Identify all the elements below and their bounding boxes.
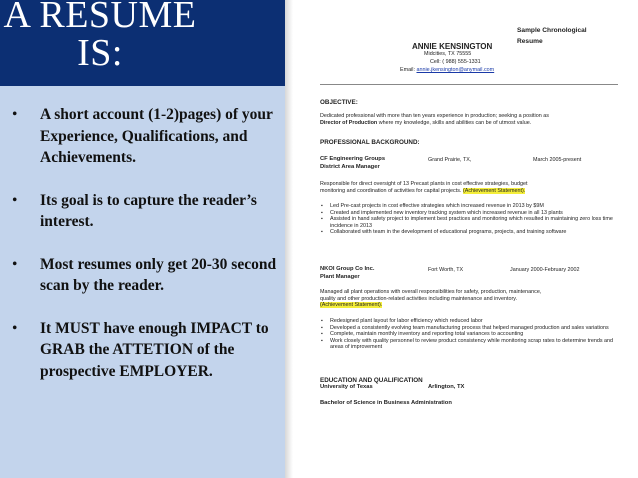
job1-summary — [320, 181, 620, 194]
background-heading: PROFESSIONAL BACKGROUND: — [320, 139, 420, 146]
sample-label-1: Sample Chronological — [517, 27, 587, 34]
job1-achievement-highlight: (Achievement Statement). — [462, 187, 526, 194]
job2-summary-line-1: Managed all plant operations with overall responsibilities for safety, production, maintenance, — [320, 289, 542, 295]
job1-summary-line-1: Responsible for direct oversight of 13 Precast plants in cost effective strategies, budget — [320, 181, 528, 187]
job1-summary-text: monitoring and coordination of activities for capital projects. — [320, 187, 462, 194]
list-item: ▪ Work closely with quality personnel to review product consistency while monitoring scrap rates to determine trends and areas of improvement — [320, 338, 620, 351]
job1-summary-line-2 — [320, 188, 620, 195]
resume-name: ANNIE KENSINGTON — [412, 42, 493, 51]
sample-label-2: Resume — [517, 38, 543, 45]
slide-bullet — [8, 254, 280, 297]
objective-line-1: Dedicated professional with more than ten years experience in production; seeking a position as — [320, 113, 549, 119]
list-item: ▪ Developed a consistently evolving team manufacturing process that helped managed production and sales variations — [320, 325, 620, 332]
job1-location: Grand Prairie, TX, — [428, 157, 472, 163]
resume-cell: Cell: ( 988) 555-1331 — [430, 59, 481, 65]
education-heading: EDUCATION AND QUALIFICATION — [320, 377, 423, 384]
resume-city: Midcities, TX 75555 — [424, 51, 472, 57]
job1-title: District Area Manager — [320, 164, 380, 170]
sample-resume — [320, 0, 630, 478]
objective-line-2 — [320, 120, 620, 127]
email-link[interactable]: annie.jkensington@anymail.com — [416, 67, 495, 73]
slide-bullet — [8, 190, 280, 233]
list-item: ▪ Created and implemented new inventory tracking system which increased revenue in all 13 plants — [320, 210, 620, 217]
job1-dates: March 2005-present — [533, 157, 582, 163]
slide-title-line-2: IS: — [77, 32, 123, 74]
job2-bullet-list — [320, 318, 620, 351]
job2-location: Fort Worth, TX — [428, 267, 464, 273]
slide-title-box — [0, 0, 285, 86]
objective-line-2-rest: where my knowledge, skills and abilities can be of utmost value. — [377, 119, 532, 126]
university-name: University of Texas — [320, 384, 373, 390]
list-item: ▪ Complete, maintain monthly inventory and reporting total variances to accounting — [320, 331, 620, 338]
job2-company: NKOI Group Co Inc. — [320, 266, 375, 272]
list-item: ▪ Redesigned plant layout for labor efficiency which reduced labor — [320, 318, 620, 325]
slide-bullet-text: Most resumes only get 20-30 second scan by the reader. — [40, 255, 277, 294]
slide-bullet-text: It MUST have enough IMPACT to GRAB the ATTETION of the prospective EMPLOYER. — [40, 319, 269, 380]
objective-target-role: Director of Production — [320, 119, 378, 126]
bullet-dot-icon: • — [12, 191, 18, 209]
job2-achievement-highlight: (Achievement Statement). — [320, 302, 383, 309]
slide-bullet-text: A short account (1-2)pages) of your Experience, Qualifications, and Achievements. — [40, 106, 273, 166]
job2-summary-line-2: quality and other production-related activities including maintenance and inventory. — [320, 295, 518, 302]
slide-title-line-1: A RESUME — [3, 0, 197, 36]
objective-heading: OBJECTIVE: — [320, 99, 358, 106]
email-label: Email: — [400, 67, 415, 73]
job1-bullet-list — [320, 203, 620, 236]
bullet-dot-icon: • — [12, 106, 18, 123]
slide-bullet — [8, 104, 280, 169]
list-item: ▪ Collaborated with team in the development of educational programs, projects, and training software — [320, 229, 620, 236]
header-divider — [320, 84, 618, 85]
panel-divider-shadow — [285, 0, 293, 478]
resume-email-line — [400, 67, 494, 74]
slide-bullet — [8, 318, 280, 383]
bullet-dot-icon: • — [12, 319, 18, 337]
job2-summary — [320, 289, 620, 309]
list-item: ▪ Assisted in hand safety project to implement best practices and monitoring which resulted in maintaining zero loss time incidence in 2013 — [320, 216, 620, 229]
slide-bullet-text: Its goal is to capture the reader’s interest. — [40, 191, 257, 230]
degree: Bachelor of Science in Business Administration — [320, 400, 452, 406]
job2-dates: January 2000-February 2002 — [510, 267, 580, 273]
university-location: Arlington, TX — [428, 384, 465, 390]
job2-title: Plant Manager — [320, 274, 360, 280]
bullet-dot-icon: • — [12, 255, 18, 273]
slide-bullet-list — [8, 104, 280, 403]
job1-company: CF Engineering Groups — [320, 156, 386, 162]
list-item: ▪ Led Pre-cast projects in cost effective strategies which increased revenue in 2013 by $9M — [320, 203, 620, 210]
objective-text — [320, 113, 620, 126]
slide-title — [0, 0, 200, 72]
